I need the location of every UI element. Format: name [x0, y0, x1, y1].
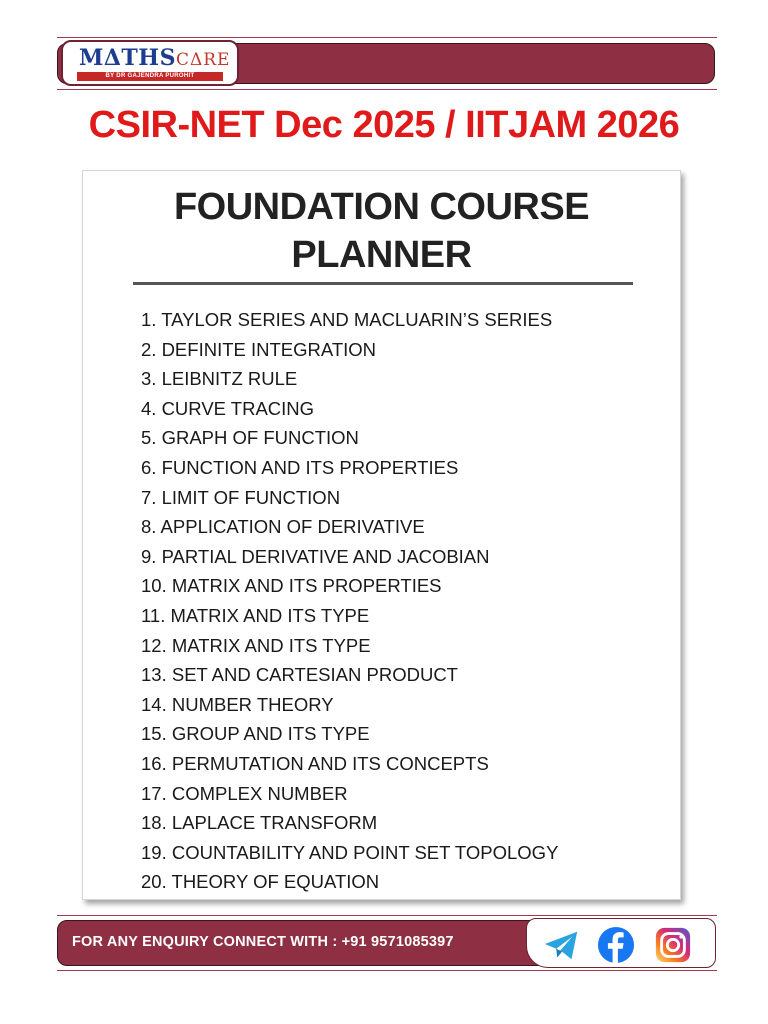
- topic-item: 16. PERMUTATION AND ITS CONCEPTS: [141, 752, 489, 774]
- topic-item: 11. MATRIX AND ITS TYPE: [141, 604, 370, 626]
- topic-item: 19. COUNTABILITY AND POINT SET TOPOLOGY: [141, 841, 559, 863]
- facebook-icon[interactable]: [597, 926, 635, 964]
- topic-item: 6. FUNCTION AND ITS PROPERTIES: [141, 456, 459, 478]
- topic-item: 4. CURVE TRACING: [141, 397, 315, 419]
- header-bottom-rule: [57, 89, 717, 90]
- topic-item: 9. PARTIAL DERIVATIVE AND JACOBIAN: [141, 545, 490, 567]
- topic-item: 14. NUMBER THEORY: [141, 693, 334, 715]
- enquiry-text: FOR ANY ENQUIRY CONNECT WITH : +91 9571085397: [72, 934, 454, 950]
- topic-item: 15. GROUP AND ITS TYPE: [141, 723, 370, 745]
- planner-title: [83, 183, 680, 279]
- topic-item: 20. THEORY OF EQUATION: [141, 871, 380, 893]
- topic-item: 5. GRAPH OF FUNCTION: [141, 427, 359, 449]
- topic-item: 2. DEFINITE INTEGRATION: [141, 338, 377, 360]
- planner-divider: [133, 282, 633, 285]
- page-title: CSIR-NET Dec 2025 / IITJAM 2026: [88, 104, 680, 146]
- logo-subtitle: BY DR GAJENDRA PUROHIT: [77, 72, 223, 81]
- topic-item: 10. MATRIX AND ITS PROPERTIES: [141, 575, 442, 597]
- topic-item: 17. COMPLEX NUMBER: [141, 782, 348, 804]
- planner-card: [82, 170, 681, 900]
- bottom-rule: [57, 970, 717, 971]
- topic-item: 8. APPLICATION OF DERIVATIVE: [141, 516, 425, 538]
- topic-item: 7. LIMIT OF FUNCTION: [141, 486, 341, 508]
- topic-item: 18. LAPLACE TRANSFORM: [141, 812, 378, 834]
- logo: [61, 40, 239, 86]
- logo-text: MΔTHSCΔRE: [79, 45, 231, 71]
- topic-item: 1. TAYLOR SERIES AND MACLUARIN’S SERIES: [141, 309, 553, 330]
- topic-item: 12. MATRIX AND ITS TYPE: [141, 634, 371, 656]
- planner-title-line-1: FOUNDATION COURSE: [173, 186, 590, 228]
- top-rule: [57, 37, 717, 38]
- footer-top-rule: [57, 915, 717, 916]
- instagram-icon[interactable]: [654, 926, 692, 964]
- topic-list: [141, 305, 558, 897]
- topic-item: 13. SET AND CARTESIAN PRODUCT: [141, 664, 458, 686]
- topic-item: 3. LEIBNITZ RULE: [141, 368, 298, 390]
- planner-title-line-2: PLANNER: [291, 234, 472, 276]
- telegram-icon[interactable]: [543, 926, 581, 964]
